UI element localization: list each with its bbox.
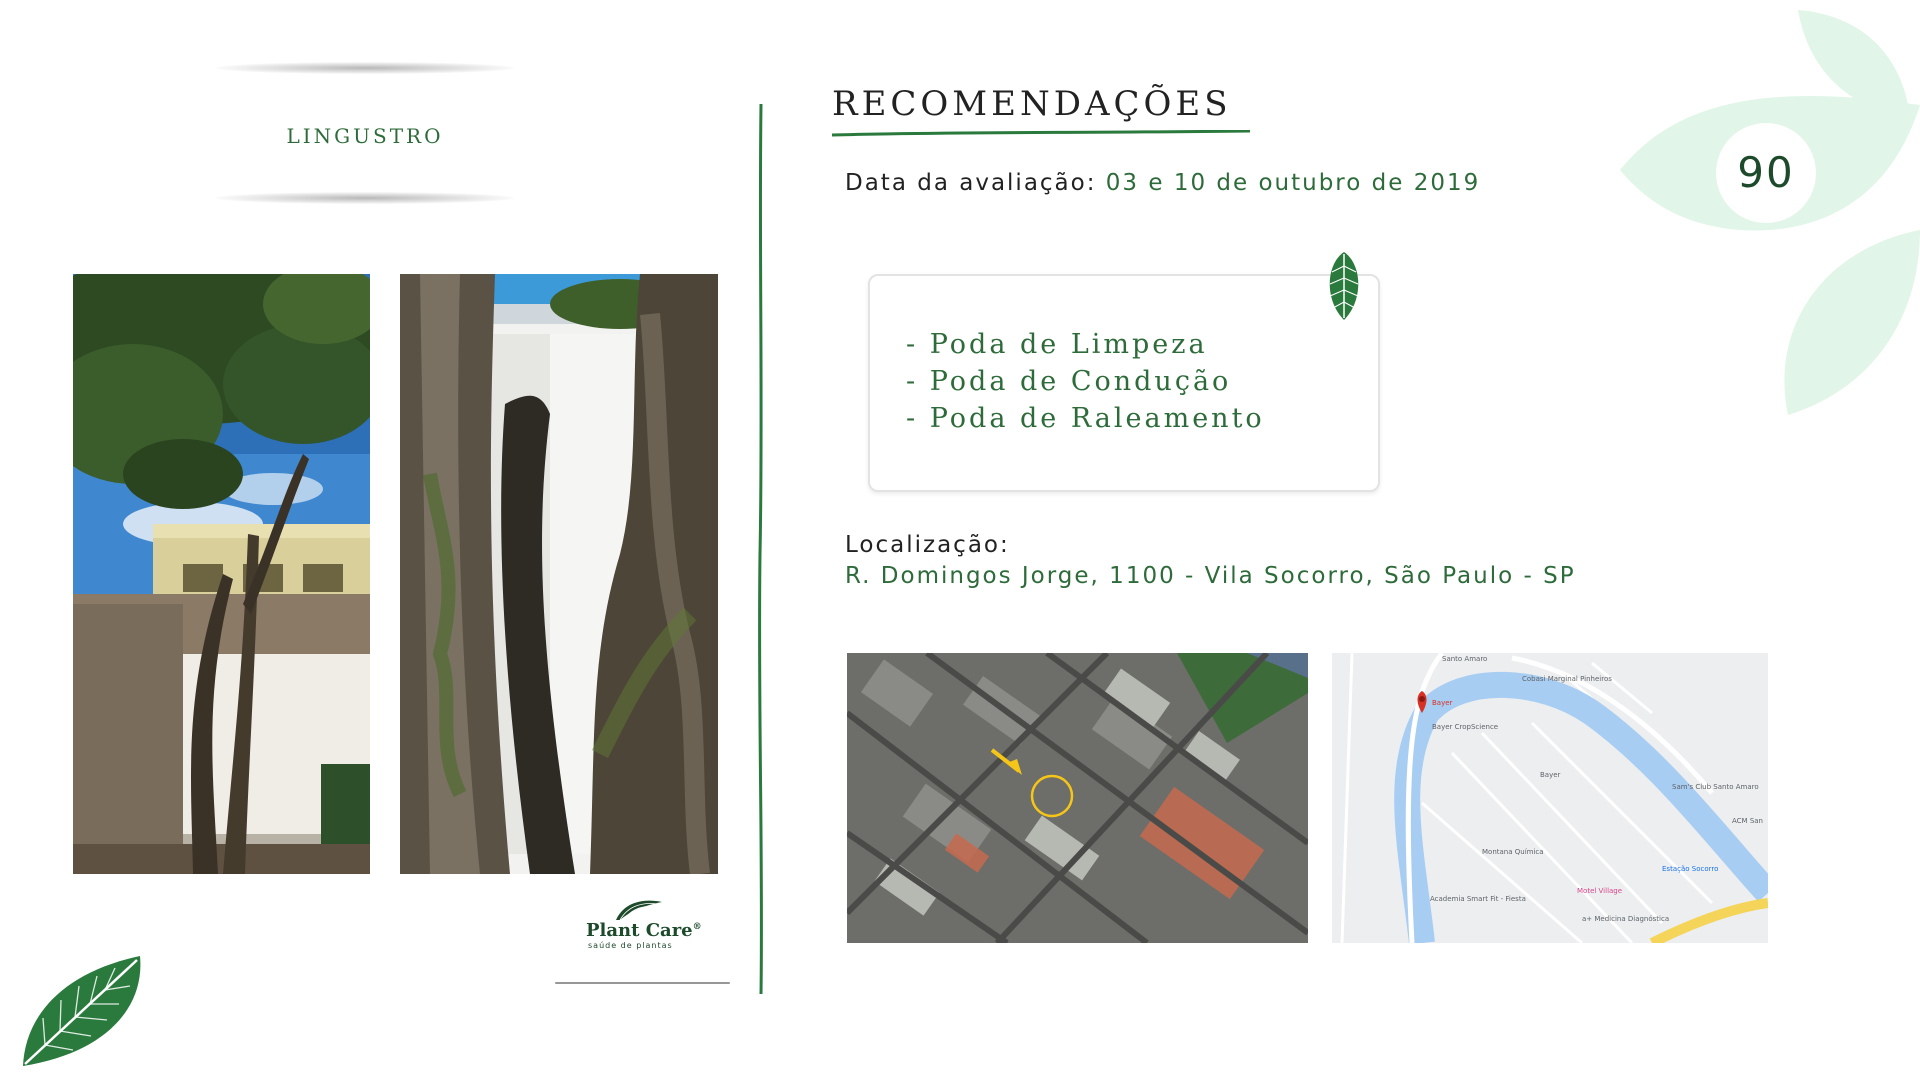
plant-care-logo [578,898,702,958]
map-label-bayer: Bayer [1432,699,1453,707]
recommendation-item: - Poda de Raleamento [906,403,1265,434]
satellite-map [847,653,1308,943]
map-label-academia: Academia Smart Fit - Fiesta [1430,895,1526,903]
tree-species-card [210,62,520,204]
road-map [1332,653,1768,943]
tree-photo-full [73,274,370,874]
card-shadow-bottom [216,192,514,204]
map-label-montana: Montana Química [1482,848,1544,856]
page-title: RECOMENDAÇÕES [832,84,1232,124]
map-label-cobasi: Cobasi Marginal Pinheiros [1522,675,1612,683]
logo-underline [555,982,730,984]
evaluation-date-label: Data da avaliação: [845,170,1097,196]
logo-tagline: saúde de plantas [588,941,673,950]
map-label-bayer2: Bayer [1540,771,1561,779]
logo-leaf-icon [614,898,664,922]
evaluation-date-row [845,170,1480,196]
recommendations-list [906,326,1265,437]
vertical-divider-line [757,104,765,994]
map-label-bayer-crop: Bayer CropScience [1432,723,1499,731]
logo-name: Plant Care® [586,920,702,941]
recommendation-item: - Poda de Limpeza [906,329,1208,360]
map-label-sams: Sam's Club Santo Amaro [1672,783,1759,791]
location-label: Localização: [845,532,1010,558]
leaf-shape-bottom [1784,230,1920,415]
recommendations-card [868,274,1380,492]
decorative-leaves-top-right [1620,0,1920,420]
title-underline [832,130,1252,138]
tree-species-label: LINGUSTRO [286,124,444,148]
location-address: R. Domingos Jorge, 1100 - Vila Socorro, São Paulo - SP [845,563,1576,589]
map-label-medicina: a+ Medicina Diagnóstica [1582,915,1670,923]
decorative-leaf-bottom-left [15,948,150,1073]
card-shadow-top [216,62,514,74]
map-label-acm: ACM San [1732,817,1763,825]
map-label-motel: Motel Village [1577,887,1623,895]
tree-trunk-photo [400,274,718,874]
evaluation-date-value: 03 e 10 de outubro de 2019 [1105,170,1481,196]
leaf-badge-icon [1326,250,1362,322]
map-label-santo-amaro: Santo Amaro [1442,655,1488,663]
recommendation-item: - Poda de Condução [906,366,1232,397]
page-number: 90 [1737,148,1795,197]
map-label-estacao: Estação Socorro [1662,865,1719,873]
